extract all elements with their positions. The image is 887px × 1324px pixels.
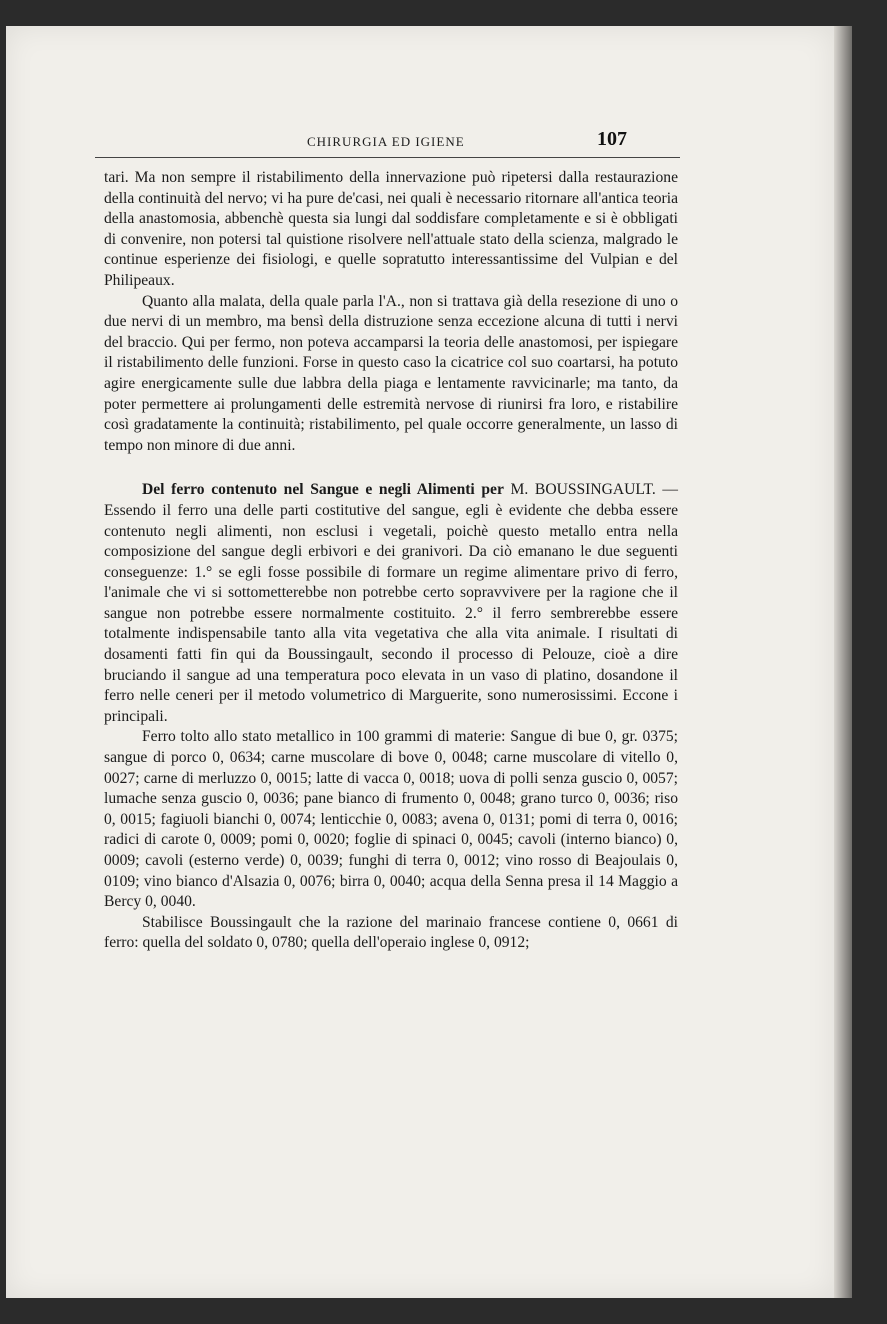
section-author: M. BOUSSINGAULT. — [510, 481, 656, 499]
section-title: Del ferro contenuto nel Sangue e negli Alimenti per — [142, 481, 504, 499]
header-rule — [95, 157, 680, 158]
paragraph-continuation: tari. Ma non sempre il ristabilimento della innervazione può ripetersi dalla restaurazione della continuità del nervo; vi ha pure de'casi, nei quali è necessario ritornare all'antica teoria della anastomosia, abbenchè questa sia lungi dal soddisfare completamente e si è obbligati di convenire, non potersi tal quistione risolvere nell'attuale stato della scienza, malgrado le continue esperienze dei fisiologi, e quelle sopratutto interessantissime del Vulpian e del Philipeaux. — [104, 169, 678, 289]
paragraph-patient: Quanto alla malata, della quale parla l'A., non si trattava già della resezione di uno o due nervi di un membro, ma bensì della distruzione senza eccezione alcuna di tutti i nervi del braccio. Qui per fermo, non poteva accamparsi la teoria delle anastomosi, per ispiegare il ristabilimento delle funzioni. Forse in questo caso la cicatrice col suo coartarsi, ha potuto agire energicamente sulle due labbra della piaga e lentamente ravvicinarle; ma tanto, da poter permettere ai prolungamenti delle estremità nervose di riunirsi fra loro, e ristabilire così gradatamente la continuità; ristabilimento, pel quale occorre generalmente, un lasso di tempo non minore di due anni. — [104, 292, 678, 454]
page-number: 107 — [597, 128, 627, 150]
section-intro: — Essendo il ferro una delle parti costitutive del sangue, egli è evidente che debba essere contenuto negli alimenti, non esclusi i vegetali, poichè questo metallo entra nella composizione del sangue degli erbivori e dei granivori. Da ciò emanano le due seguenti conseguenze: 1.° se egli fosse possibile di formare un regime alimentare privo di ferro, l'animale che vi si sottometterebbe non potrebbe certo sopravvivere per la ragione che il sangue non potrebbe essere normalmente costituito. 2.° il ferro sembrerebbe essere totalmente indispensabile tanto alla vita vegetativa che alla vita animale. I risultati di dosamenti fatti fin qui da Boussingault, secondo il processo di Pelouze, cioè a dire bruciando il sangue ad una temperatura poco elevata in un vaso di platino, dosandone il ferro nelle ceneri per il metodo volumetrico di Marguerite, sono numerosissimi. Eccone i principali. — [104, 481, 678, 725]
body-text — [104, 168, 678, 954]
page-edge — [834, 26, 852, 1298]
paragraph-rations: Stabilisce Boussingault che la razione del marinaio francese contiene 0, 0661 di ferro: quella del soldato 0, 0780; quella dell'operaio inglese 0, 0912; — [104, 913, 678, 952]
running-head — [95, 128, 635, 152]
paragraph-iron-section — [104, 480, 678, 727]
paragraph-iron-values: Ferro tolto allo stato metallico in 100 grammi di materie: Sangue di bue 0, gr. 0375; sangue di porco 0, 0634; carne muscolare di bove 0, 0048; carne muscolare di vitello 0, 0027; carne di merluzzo 0, 0015; latte di vacca 0, 0018; uova di polli senza guscio 0, 0057; lumache senza guscio 0, 0036; pane bianco di frumento 0, 0048; grano turco 0, 0036; riso 0, 0015; fagiuoli bianchi 0, 0074; lenticchie 0, 0083; avena 0, 0131; pomi di terra 0, 0016; radici di carote 0, 0009; pomi 0, 0020; foglie di spinaci 0, 0045; cavoli (interno bianco) 0, 0009; cavoli (esterno verde) 0, 0039; funghi di terra 0, 0012; vino rosso di Beajoulais 0, 0109; vino bianco d'Alsazia 0, 0076; birra 0, 0040; acqua della Senna presa il 14 Maggio a Bercy 0, 0040. — [104, 728, 678, 911]
running-title: CHIRURGIA ED IGIENE — [307, 134, 465, 149]
